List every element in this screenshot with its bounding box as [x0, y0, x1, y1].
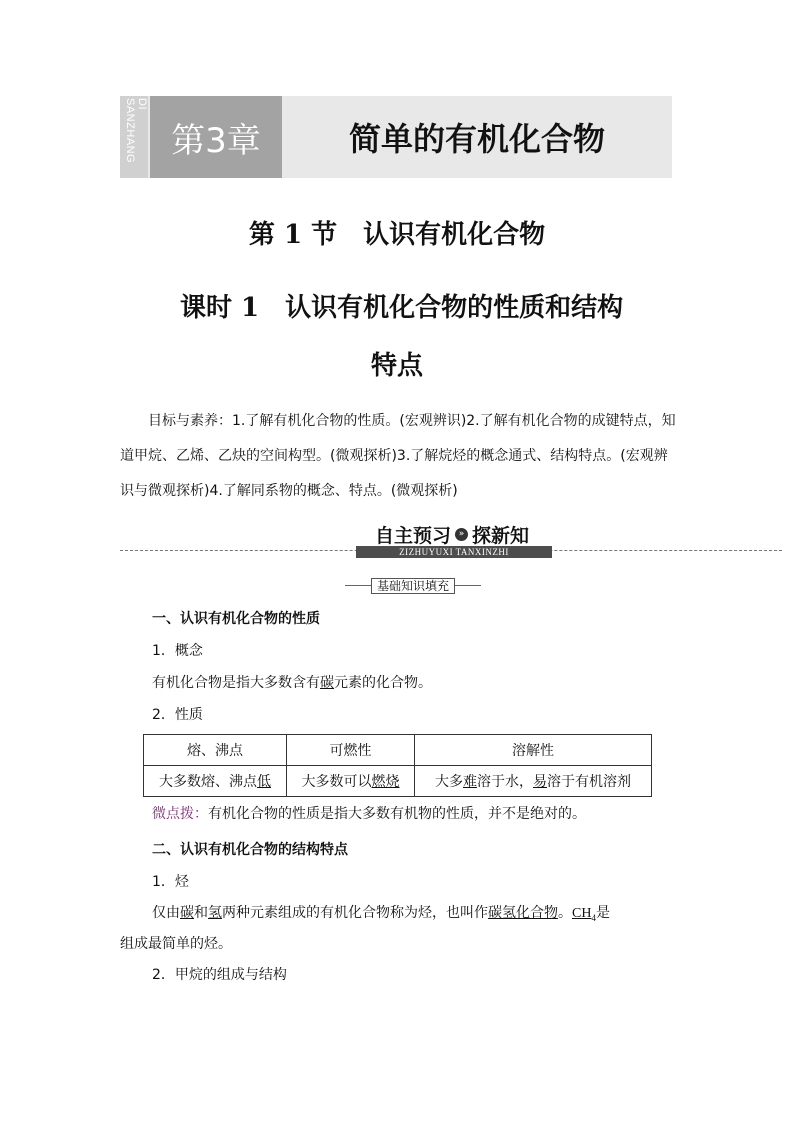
hydrocarbon-def: 仅由碳和氢两种元素组成的有机化合物称为烃，也叫作碳氢化合物。$CH_4$是: [152, 905, 610, 923]
chapter-number: 第3章: [171, 120, 261, 161]
preview-title-b: 探新知: [472, 524, 530, 547]
part1-item2: 2．性质: [152, 707, 203, 723]
basic-knowledge-label: [345, 578, 481, 594]
table-cell-solubility: 大多难溶于水，易溶于有机溶剂: [415, 766, 652, 797]
table-cell-melting: 大多数熔、沸点低: [144, 766, 287, 797]
banner-side-strip: [120, 96, 148, 178]
concept-text: [152, 673, 432, 693]
lesson-title-line1: 课时 1 认识有机化合物的性质和结构: [180, 293, 624, 323]
chapter-number-box: [150, 96, 282, 178]
tip-label: 微点拨：: [152, 806, 208, 822]
table-header-row: [144, 735, 652, 766]
part2-item2: 2．甲烷的组成与结构: [152, 967, 287, 983]
tip-line: [152, 804, 586, 824]
lesson-title-line2: 特点: [370, 351, 423, 381]
section-title: 第 1 节 认识有机化合物: [248, 220, 546, 250]
part1-item1: 1．概念: [152, 643, 203, 659]
chapter-title-box: [282, 96, 672, 178]
preview-header: [352, 520, 552, 548]
preview-subtitle: ZIZHUYUXI TANXINZHI: [356, 546, 552, 558]
chapter-title: 简单的有机化合物: [348, 120, 605, 158]
part2-item1: 1．烃: [152, 874, 189, 890]
learning-goals: 目标与素养：1.了解有机化合物的性质。(宏观辨识)2.了解有机化合物的成键特点，知道甲烷、乙烯、乙炔的空间构型。(微观探析)3.了解烷烃的概念通式、结构特点。(宏观辨识与微观探析)4.了解同系物的概念、特点。(微观探析): [120, 413, 676, 499]
methane-formula: $CH_4$: [572, 906, 596, 923]
table-header-cell: 可燃性: [287, 735, 415, 766]
preview-title-a: 自主预习: [374, 524, 451, 547]
part2-heading: 二、认识有机化合物的结构特点: [152, 842, 348, 858]
table-row: [144, 766, 652, 797]
properties-table: [143, 734, 652, 797]
concept-fill: 碳: [320, 675, 334, 691]
concept-b: 元素的化合物。: [334, 675, 432, 691]
concept-a: 有机化合物是指大多数含有: [152, 675, 320, 691]
table-cell-flammability: 大多数可以燃烧: [287, 766, 415, 797]
part1-heading: 一、认识有机化合物的性质: [152, 611, 320, 627]
tip-text: 有机化合物的性质是指大多数有机物的性质，并不是绝对的。: [208, 806, 586, 822]
double-arrow-icon: »: [455, 528, 468, 541]
table-header-cell: 溶解性: [415, 735, 652, 766]
banner-side-text: DI SANZHANG: [124, 98, 148, 164]
hydrocarbon-def-line2: 组成最简单的烃。: [120, 936, 232, 952]
table-header-cell: 熔、沸点: [144, 735, 287, 766]
basic-knowledge-text: 基础知识填充: [371, 578, 455, 594]
